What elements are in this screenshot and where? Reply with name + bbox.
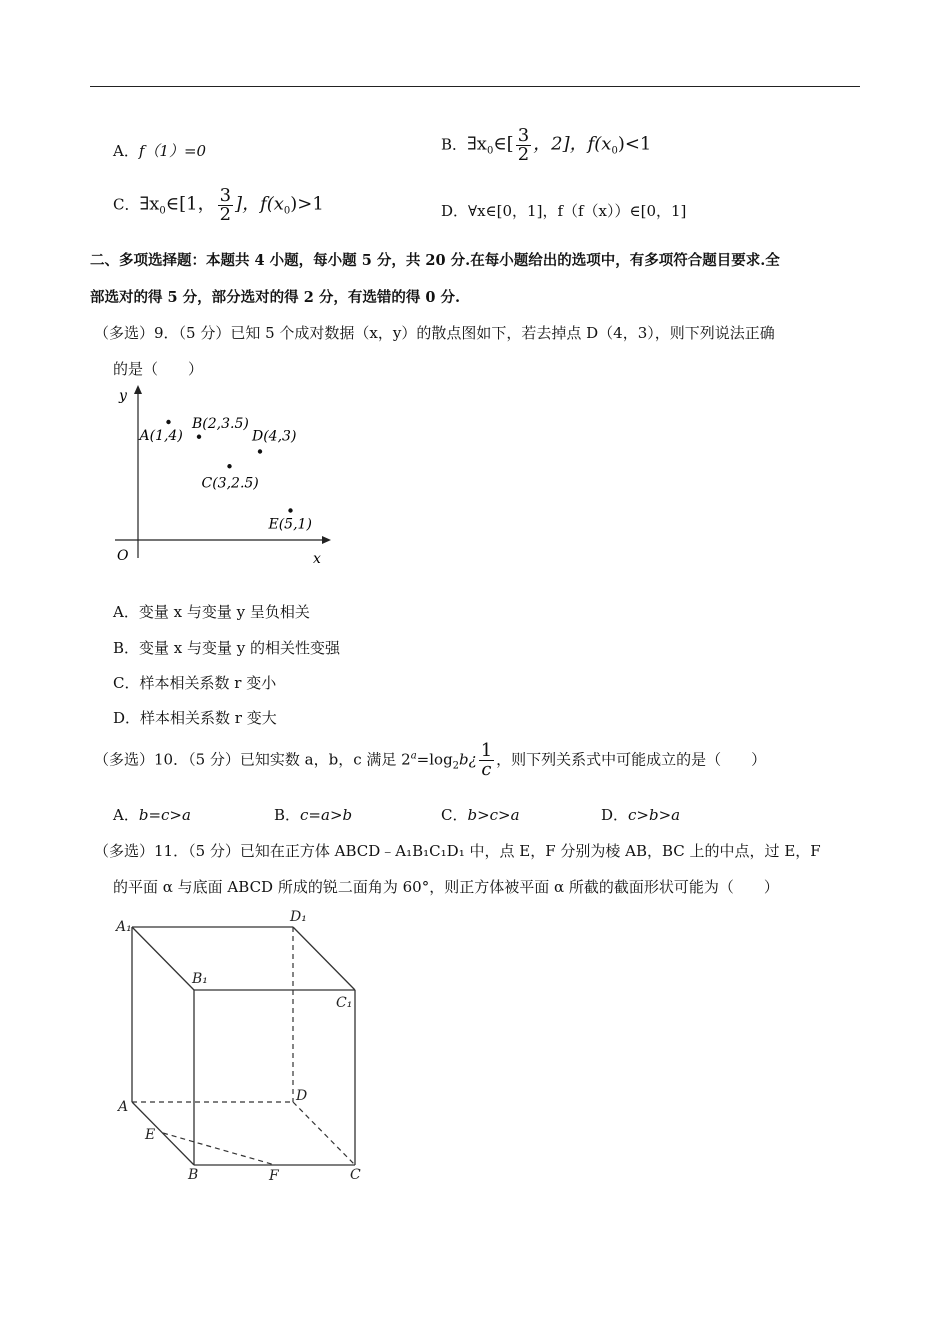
fraction-numerator: 3: [517, 125, 530, 146]
label-a1: A₁: [116, 919, 132, 935]
option-text: 变量 x 与变量 y 的相关性变强: [139, 639, 341, 657]
q10-option-c: [441, 804, 520, 825]
option-label: D．: [113, 709, 141, 727]
math-sub: 0: [486, 145, 494, 157]
option-label: A．: [113, 806, 139, 824]
option-text: 样本相关系数 r 变小: [139, 674, 277, 692]
option-label: C．: [441, 806, 468, 824]
scatter-points: [138, 416, 312, 533]
x-axis-arrow: [322, 536, 331, 544]
y-axis-label: y: [119, 388, 127, 404]
label-d1: D₁: [290, 909, 307, 925]
header-rule: [90, 86, 860, 87]
y-axis-arrow: [134, 385, 142, 394]
label-b: B: [188, 1167, 199, 1183]
fraction-denominator: c: [481, 759, 492, 780]
scatter-point-label: C(3,2.5): [201, 475, 259, 492]
math-sub: 2: [452, 760, 460, 772]
label-f: F: [269, 1168, 279, 1184]
math-part: ∃x: [139, 193, 160, 215]
fraction-numerator: 3: [219, 185, 232, 206]
scatter-plot: [105, 380, 340, 570]
edge-a1-b1: [132, 927, 194, 990]
scatter-point-label: E(5,1): [268, 516, 312, 533]
q8-option-c: [113, 187, 324, 224]
stem-text: （多选）10．（5 分）已知实数 a，b，c 满足 2: [94, 750, 411, 769]
label-c: C: [350, 1167, 361, 1183]
label-c1: C₁: [336, 995, 353, 1011]
hidden-edge-d-c: [293, 1102, 355, 1165]
fraction: [516, 127, 531, 164]
fraction: [479, 742, 494, 779]
fraction-denominator: 2: [517, 144, 530, 165]
option-text: c=a>b: [300, 806, 353, 824]
scatter-point: [288, 508, 292, 512]
edge-d1-c1: [293, 927, 355, 990]
option-label: B．: [274, 806, 301, 824]
section-heading-line2: 部选对的得 5 分，部分选对的得 2 分，有选错的得 0 分.: [90, 289, 461, 306]
q9-stem-line2: 的是（ ）: [113, 360, 204, 378]
q8-option-b: [441, 127, 651, 164]
math-sub: 0: [283, 205, 291, 217]
scatter-point-label: D(4,3): [252, 428, 297, 445]
math-part: )<1: [617, 133, 652, 155]
q11-stem-line2: 的平面 α 与底面 ABCD 所成的锐二面角为 60°，则正方体被平面 α 所截的截面形状可能为（ ）: [113, 878, 779, 896]
q8-option-a: [113, 140, 206, 161]
option-label: C．: [113, 195, 140, 214]
option-text: b>c>a: [467, 806, 520, 824]
fraction: [218, 187, 233, 224]
label-e: E: [145, 1127, 156, 1143]
section-heading-line1: 二、多项选择题：本题共 4 小题，每小题 5 分，共 20 分.在每小题给出的选项中，有多项符合题目要求.全: [90, 252, 780, 269]
q10-stem: [94, 742, 766, 779]
scatter-point: [197, 435, 201, 439]
math-part: ，2]，f(x: [533, 133, 612, 155]
option-text: ∀x∈[0，1]，f（f（x））∈[0，1]: [468, 202, 687, 220]
q9-option-b: [113, 637, 340, 658]
hidden-segment-e-f: [163, 1133, 275, 1165]
q9-option-d: [113, 707, 277, 728]
math-part: ∈[1，: [165, 193, 216, 215]
q10-option-a: [113, 804, 191, 825]
option-label: A．: [113, 142, 139, 160]
option-text: b=c>a: [138, 806, 191, 824]
math-sub: 0: [159, 205, 166, 217]
q8-option-d: [441, 200, 686, 221]
math-part: ∈[: [493, 133, 514, 155]
option-label: C．: [113, 674, 140, 692]
q11-stem-line1: （多选）11．（5 分）已知在正方体 ABCD﹣A₁B₁C₁D₁ 中，点 E，F 分别为棱 AB，BC 上的中点，过 E，F: [94, 842, 821, 860]
q9-option-c: [113, 672, 276, 693]
option-text: f（1）=0: [138, 142, 207, 160]
q10-option-b: [274, 804, 352, 825]
option-text: 样本相关系数 r 变大: [140, 709, 277, 727]
scatter-point: [166, 420, 170, 424]
fraction-denominator: 2: [219, 204, 232, 225]
q9-option-a: [113, 601, 310, 622]
math-part: )>1: [290, 193, 324, 215]
math-sup: a: [410, 750, 417, 762]
label-b1: B₁: [192, 971, 208, 987]
x-axis-label: x: [313, 551, 321, 567]
scatter-point: [227, 464, 231, 468]
label-d: D: [296, 1088, 308, 1104]
scatter-point-label: B(2,3.5): [192, 415, 249, 432]
option-label: D．: [601, 806, 629, 824]
option-label: D．: [441, 202, 469, 220]
stem-text: ，则下列关系式中可能成立的是（ ）: [496, 750, 767, 769]
origin-label: O: [117, 548, 129, 564]
math-part: ∃x: [467, 133, 487, 155]
option-label: B．: [441, 135, 468, 154]
stem-text: =log: [416, 750, 453, 769]
fraction-numerator: 1: [480, 740, 493, 761]
q9-stem-line1: （多选）9．（5 分）已知 5 个成对数据（x，y）的散点图如下，若去掉点 D（4，3），则下列说法正确: [94, 324, 775, 342]
math-sub: 0: [611, 145, 618, 157]
option-text: c>b>a: [628, 806, 681, 824]
scatter-point: [258, 449, 262, 453]
cube-diagram: [110, 905, 370, 1190]
option-text: 变量 x 与变量 y 呈负相关: [138, 603, 310, 621]
option-label: A．: [113, 603, 139, 621]
label-a: A: [118, 1099, 129, 1115]
stem-text: b¿: [459, 750, 477, 769]
q10-option-d: [601, 804, 680, 825]
option-label: B．: [113, 639, 140, 657]
scatter-point-label: A(1,4): [139, 428, 183, 444]
math-part: ]，f(x: [235, 193, 284, 215]
